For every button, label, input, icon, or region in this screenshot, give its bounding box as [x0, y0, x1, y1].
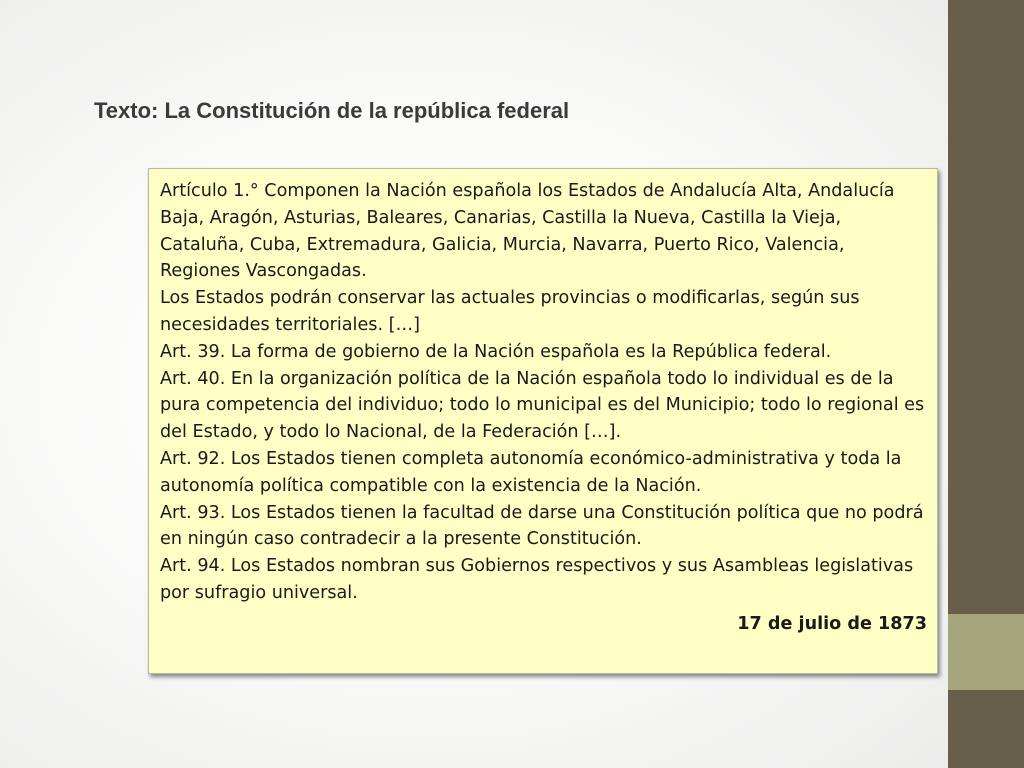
slide-title: Texto: La Constitución de la república federal: [94, 98, 570, 123]
article-92-paragraph: Art. 92. Los Estados tienen completa autonomía económico-administrativa y toda la autonomía política compatible con la existencia de la Nación.: [160, 448, 902, 496]
sidebar-decoration-top: [948, 0, 1024, 614]
sidebar-decoration-bottom: [948, 690, 1024, 768]
document-date: 17 de julio de 1873: [737, 613, 927, 634]
provinces-paragraph: Los Estados podrán conservar las actuales provincias o modificarlas, según sus necesidades territoriales. […]: [160, 288, 860, 335]
article-40-paragraph: Art. 40. En la organización política de la Nación española todo lo individual es de la pura competencia del individuo; todo lo municipal es del Municipio; todo lo regional es del Estado, y todo lo Nacional, de la Federación […].: [160, 368, 925, 443]
article-93-paragraph: Art. 93. Los Estados tienen la facultad de darse una Constitución política que no podrá en ningún caso contradecir a la presente Constitución.: [160, 502, 924, 550]
sidebar-decoration-accent: [948, 614, 1024, 690]
article-94-paragraph: Art. 94. Los Estados nombran sus Gobiernos respectivos y sus Asambleas legislativas por sufragio universal.: [160, 556, 914, 603]
article-39-paragraph: Art. 39. La forma de gobierno de la Nación española es la República federal.: [160, 341, 832, 362]
article-1-paragraph: Artículo 1.° Componen la Nación española los Estados de Andalucía Alta, Andalucía Baja, Aragón, Asturias, Baleares, Canarias, Castilla la Nueva, Castilla la Vieja, Cataluña, Cuba, Extremadura, Galicia, Murcia, Navarra, Puerto Rico, Valencia, Regiones Vascongadas.: [160, 181, 895, 282]
constitution-text-box: [148, 168, 938, 674]
